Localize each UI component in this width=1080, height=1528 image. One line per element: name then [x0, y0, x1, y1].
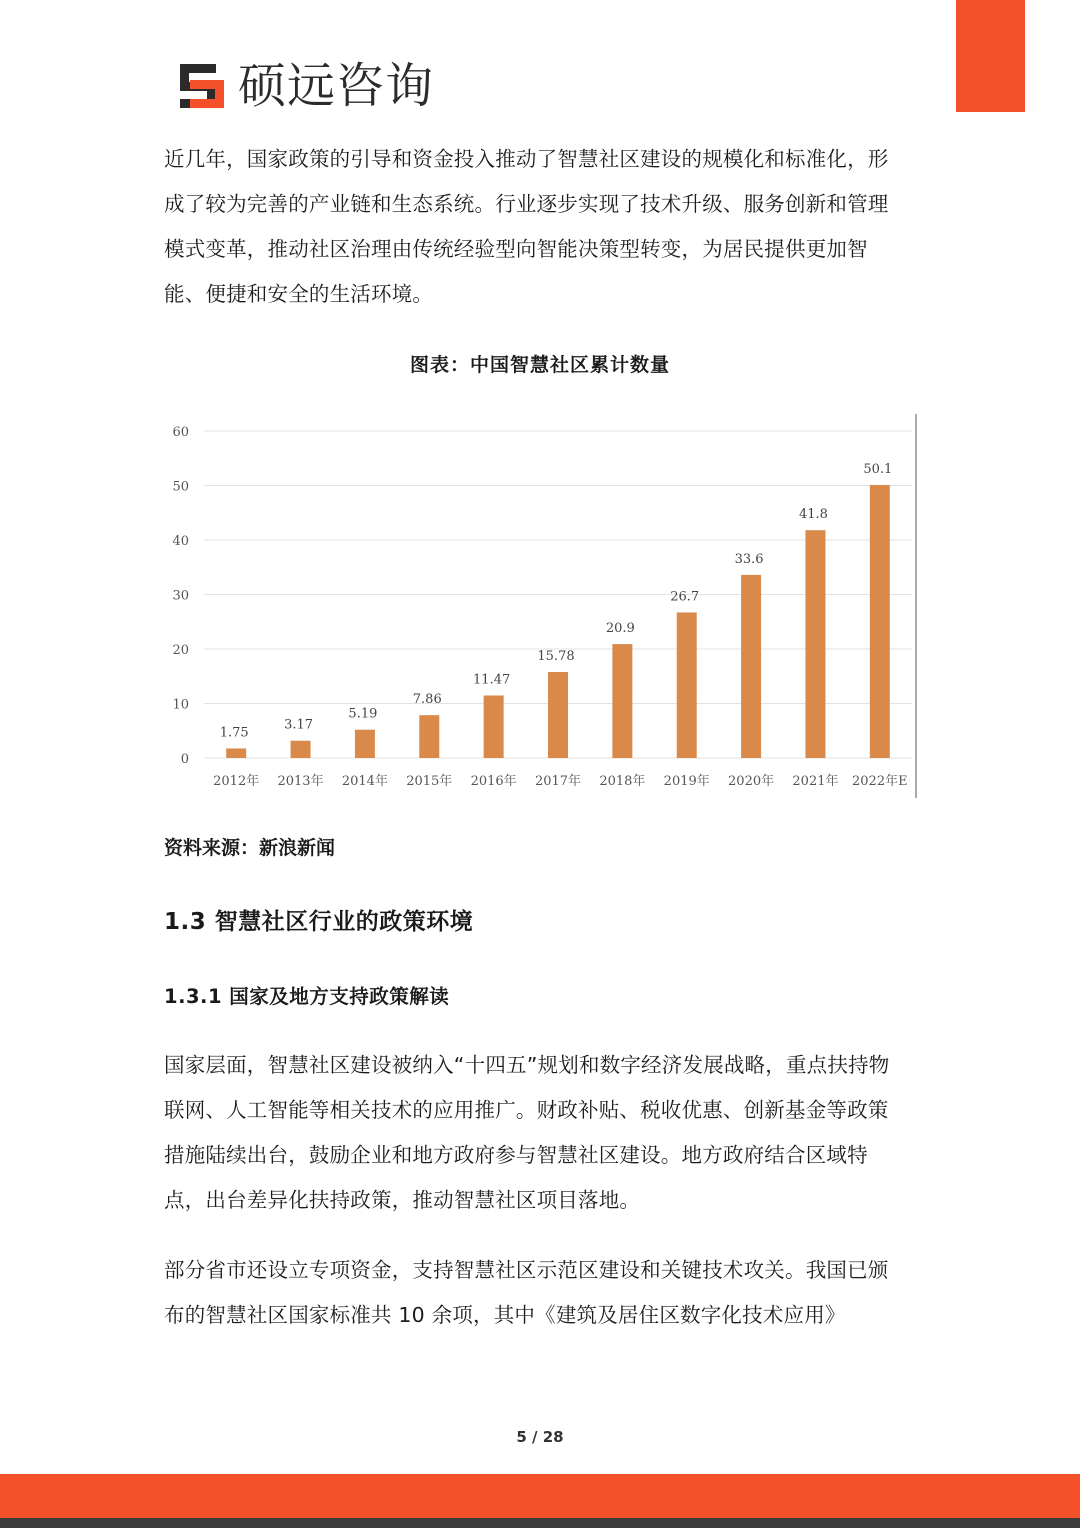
bar — [484, 695, 504, 758]
x-tick-label: 2022年E — [852, 774, 908, 789]
bar — [226, 748, 246, 758]
footer-dark-line — [0, 1518, 1080, 1528]
bar — [291, 741, 311, 758]
y-tick-label: 30 — [172, 588, 189, 604]
bar-value-label: 50.1 — [863, 461, 893, 477]
brand-name: 硕远咨询 — [238, 58, 435, 114]
x-tick-label: 2014年 — [341, 774, 388, 789]
x-tick-label: 2013年 — [277, 774, 324, 789]
bar-chart-svg — [164, 412, 918, 800]
brand-logo-icon — [176, 60, 228, 112]
brand-logo — [176, 58, 434, 114]
bar-value-label: 1.75 — [219, 725, 249, 741]
corner-accent-block — [956, 0, 1025, 112]
bar-value-label: 33.6 — [734, 551, 764, 567]
y-tick-label: 20 — [172, 643, 189, 658]
bar — [870, 485, 890, 758]
bar-value-label: 15.78 — [537, 648, 575, 664]
x-tick-label: 2018年 — [599, 774, 646, 789]
bar-chart — [164, 412, 918, 800]
x-tick-label: 2019年 — [663, 774, 710, 789]
bar-value-label: 7.86 — [412, 692, 442, 708]
y-tick-label: 60 — [172, 425, 189, 440]
chart-caption: 图表：中国智慧社区累计数量 — [409, 354, 670, 376]
x-tick-label: 2020年 — [728, 774, 775, 789]
x-tick-label: 2012年 — [213, 774, 260, 789]
subsection-heading: 1.3.1 国家及地方支持政策解读 — [164, 985, 450, 1008]
y-tick-label: 0 — [180, 752, 189, 767]
bar-value-label: 20.9 — [605, 621, 635, 637]
bar-value-label: 5.19 — [348, 706, 378, 722]
bar-value-label: 26.7 — [670, 589, 700, 605]
bar-value-label: 11.47 — [473, 672, 511, 688]
bar-value-label: 41.8 — [798, 507, 828, 523]
intro-paragraph: 近几年，国家政策的引导和资金投入推动了智慧社区建设的规模化和标准化，形成了较为完善的产业链和生态系统。行业逐步实现了技术升级、服务创新和管理模式变革，推动社区治理由传统经验型向智能决策型转变，为居民提供更加智能、便捷和安全的生活环境。 — [164, 147, 889, 306]
bar — [677, 612, 697, 758]
x-tick-label: 2017年 — [534, 774, 582, 789]
bar — [419, 715, 439, 758]
y-tick-label: 50 — [172, 479, 189, 495]
provincial-policy-paragraph: 部分省市还设立专项资金，支持智慧社区示范区建设和关键技术攻关。我国已颁布的智慧社区国家标准共 10 余项，其中《建筑及居住区数字化技术应用》 — [164, 1258, 889, 1327]
bar-value-label: 3.17 — [284, 717, 314, 733]
bar — [612, 644, 632, 758]
footer-accent-bar — [0, 1474, 1080, 1518]
page-number: 5 / 28 — [516, 1428, 564, 1446]
x-tick-label: 2015年 — [406, 774, 453, 789]
bar — [355, 730, 375, 758]
y-tick-label: 10 — [172, 697, 189, 713]
bar — [548, 672, 568, 758]
source-note: 资料来源：新浪新闻 — [164, 837, 336, 859]
bar — [805, 530, 825, 758]
national-policy-paragraph: 国家层面，智慧社区建设被纳入“十四五”规划和数字经济发展战略，重点扶持物联网、人工智能等相关技术的应用推广。财政补贴、税收优惠、创新基金等政策措施陆续出台，鼓励企业和地方政府参与智慧社区建设。地方政府结合区域特点，出台差异化扶持政策，推动智慧社区项目落地。 — [164, 1053, 890, 1212]
section-heading: 1.3 智慧社区行业的政策环境 — [164, 909, 474, 935]
x-tick-label: 2016年 — [470, 774, 517, 789]
x-tick-label: 2021年 — [792, 774, 839, 789]
y-tick-label: 40 — [172, 534, 189, 549]
bar — [741, 575, 761, 758]
